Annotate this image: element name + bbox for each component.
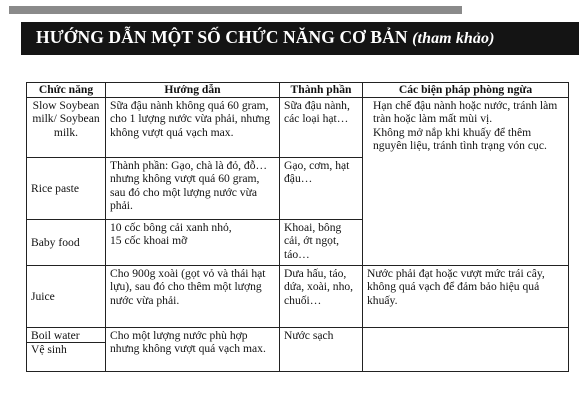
row-ingredients-baby: Khoai, bông cải, ớt ngọt, táo… <box>280 220 363 266</box>
title-main: HƯỚNG DẪN MỘT SỐ CHỨC NĂNG CƠ BẢN <box>36 27 408 47</box>
row-guide-juice: Cho 900g xoài (gọt vỏ và thái hạt lựu), sau đó cho thêm một lượng nước vừa phải. <box>106 266 280 328</box>
header-guide: Hướng dẫn <box>106 83 280 98</box>
row-name-rice: Rice paste <box>27 158 106 220</box>
row-guide-soy: Sữa đậu nành không quá 60 gram, cho 1 lượng nước vừa phải, nhưng không vượt quá vạch max. <box>106 98 280 158</box>
row-guide-boil: Cho một lượng nước phù hợp nhưng không vượt quá vạch max. <box>106 328 280 372</box>
header-precautions: Các biện pháp phòng ngừa <box>363 83 569 98</box>
guide-table <box>26 82 569 372</box>
row-guide-baby <box>106 220 280 266</box>
top-rule <box>9 6 462 14</box>
header-function: Chức năng <box>27 83 106 98</box>
table-header-row <box>27 83 569 98</box>
guide-baby-line-1: 10 cốc bông cải xanh nhỏ, <box>110 221 232 234</box>
row-ingredients-boil: Nước sạch <box>280 328 363 372</box>
title-sub: (tham khảo) <box>412 30 495 47</box>
precautions-group-1 <box>363 98 569 266</box>
table-row <box>27 266 569 328</box>
row-precaution-boil <box>363 328 569 372</box>
row-guide-rice: Thành phần: Gạo, chà là đỏ, đỗ… nhưng không vượt quá 60 gram, sau đó cho một lượng nước vừa phải. <box>106 158 280 220</box>
row-ingredients-rice: Gạo, cơm, hạt đậu… <box>280 158 363 220</box>
precaution-1a: Hạn chế đậu nành hoặc nước, tránh làm tràn hoặc làm mất mùi vị. <box>373 99 558 126</box>
guide-baby-line-2: 15 cốc khoai mỡ <box>110 234 188 248</box>
name-boil-water: Boil water <box>31 329 80 342</box>
title-banner <box>21 22 579 55</box>
row-ingredients-juice: Dưa hấu, táo, dứa, xoài, nho, chuối… <box>280 266 363 328</box>
row-precaution-juice: Nước phải đạt hoặc vượt mức trái cây, không quá vạch để đảm bảo hiệu quả khuấy. <box>363 266 569 328</box>
row-name-baby: Baby food <box>27 220 106 266</box>
header-ingredients: Thành phần <box>280 83 363 98</box>
table-row <box>27 98 569 158</box>
table-row <box>27 328 569 372</box>
precaution-1b: Không mở nắp khi khuấy để thêm nguyên liệu, tránh tình trạng vón cục. <box>373 125 547 153</box>
row-name-soy: Slow Soybean milk/ Soybean milk. <box>27 98 106 158</box>
row-name-juice: Juice <box>27 266 106 328</box>
name-cleaning: Vệ sinh <box>27 342 105 356</box>
row-ingredients-soy: Sữa đậu nành, các loại hạt… <box>280 98 363 158</box>
row-name-boil <box>27 328 106 372</box>
